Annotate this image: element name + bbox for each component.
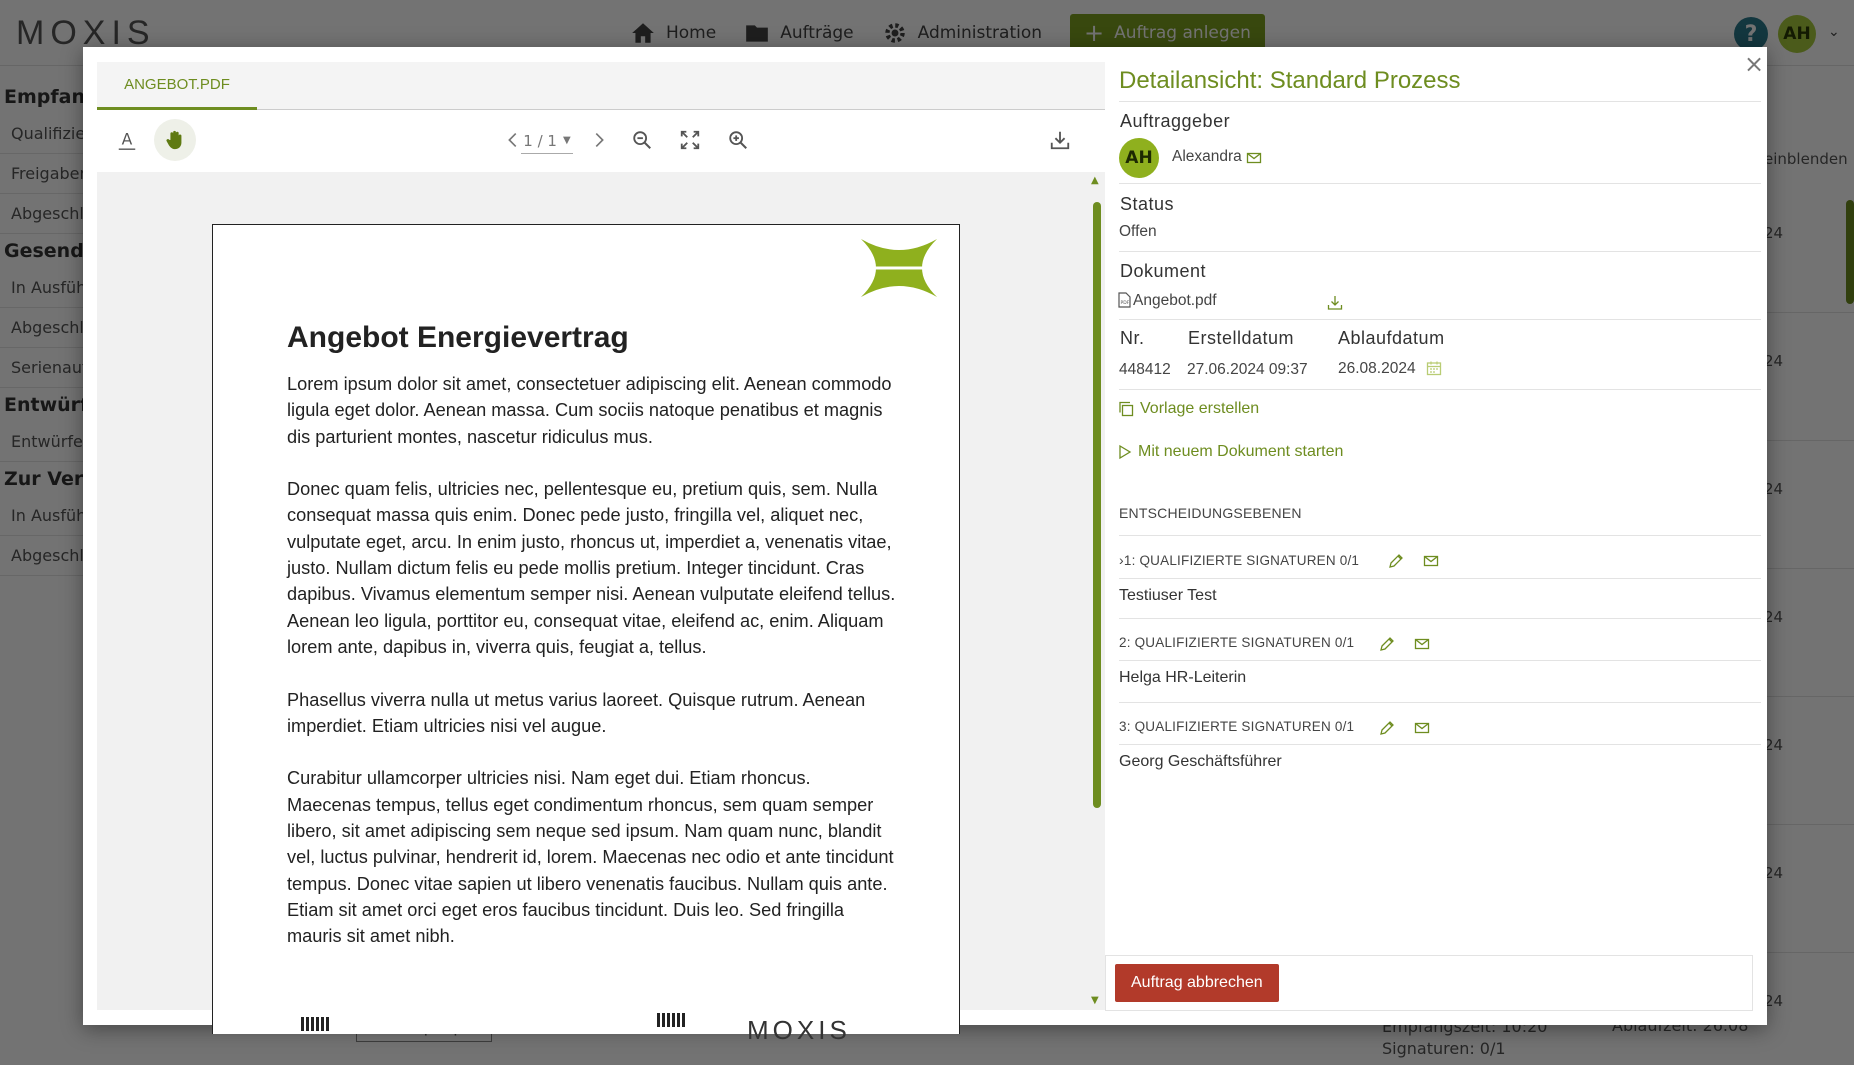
divider <box>1119 744 1761 745</box>
details-panel <box>1109 47 1759 1025</box>
details-footer <box>1105 955 1753 1011</box>
divider <box>1119 101 1761 102</box>
level-header[interactable] <box>1119 552 1359 568</box>
qr-code-icon <box>301 1017 329 1031</box>
svg-text:A: A <box>121 130 133 149</box>
play-icon <box>1118 444 1132 460</box>
page-indicator: 1 / 1 <box>523 131 557 150</box>
signer-name: Helga HR-Leiterin <box>1119 669 1247 686</box>
document-title: Angebot Energievertrag <box>287 321 629 354</box>
details-title: Detailansicht: Standard Prozess <box>1119 67 1461 94</box>
svg-text:PDF: PDF <box>1120 301 1130 306</box>
pdf-page <box>212 224 960 1045</box>
level-header[interactable]: 2: QUALIFIZIERTE SIGNATUREN 0/1 <box>1119 635 1355 650</box>
level-header[interactable]: 3: QUALIFIZIERTE SIGNATUREN 0/1 <box>1119 719 1355 734</box>
cancel-order-button[interactable]: Auftrag abbrechen <box>1115 964 1279 1002</box>
fullscreen-icon[interactable] <box>674 124 706 156</box>
divider <box>1119 183 1761 184</box>
download-icon[interactable] <box>1044 124 1076 156</box>
pdf-viewer <box>97 62 1105 1045</box>
document-link[interactable]: Angebot.pdf <box>1133 292 1217 309</box>
document-paragraph: Phasellus viverra nulla ut metus varius laoreet. Quisque rutrum. Aenean imperdiet. Etiam ultricies nisi vel augue. <box>287 689 866 736</box>
created-value: 27.06.2024 09:37 <box>1187 361 1308 378</box>
scroll-up-icon[interactable]: ▲ <box>1091 175 1099 186</box>
created-label: Erstelldatum <box>1188 328 1295 348</box>
moxis-x-logo <box>861 239 937 297</box>
pencil-icon[interactable] <box>1388 553 1404 569</box>
envelope-icon[interactable] <box>1414 636 1430 652</box>
nr-label: Nr. <box>1120 328 1145 348</box>
create-template-link[interactable] <box>1118 400 1259 418</box>
create-template-label: Vorlage erstellen <box>1140 400 1260 417</box>
calendar-icon[interactable] <box>1426 360 1442 376</box>
pencil-icon[interactable] <box>1379 636 1395 652</box>
envelope-icon[interactable] <box>1414 720 1430 736</box>
order-detail-modal <box>83 47 1767 1045</box>
decision-levels-heading: ENTSCHEIDUNGSEBENEN <box>1119 505 1302 521</box>
hand-tool-icon[interactable] <box>154 119 196 161</box>
divider <box>1119 251 1761 252</box>
divider <box>1119 319 1761 320</box>
text-select-icon[interactable] <box>111 124 143 156</box>
restart-label: Mit neuem Dokument starten <box>1138 443 1344 460</box>
tab-angebot-pdf[interactable]: ANGEBOT.PDF <box>97 62 257 110</box>
document-paragraph: Donec quam felis, ultricies nec, pellentesque eu, pretium quis, sem. Nulla consequat massa quis enim. Donec pede justo, fringilla vel, aliquet nec, vulputate eget, arcu. In enim justo, rhoncus ut, imperdiet a, venenatis vitae, justo. Nullam dictum felis eu pede mollis pretium. Integer tincidunt. Cras dapibus. Vivamus elementum semper nisi. Aenean vulputate eleifend tellus. Aenean leo ligula, porttitor eu, consequat vitae, eleifend ac, enim. Aliquam lorem ante, dapibus in, viverra quis, feugiat a, tellus. <box>287 479 896 657</box>
status-value: Offen <box>1119 223 1157 240</box>
pdf-file-icon <box>1118 292 1131 308</box>
close-icon[interactable]: × <box>1743 50 1765 78</box>
client-label: Auftraggeber <box>1120 111 1231 131</box>
qr-code-icon <box>657 1013 685 1027</box>
viewer-scrollbar[interactable] <box>1093 202 1101 808</box>
envelope-icon[interactable] <box>1423 553 1439 569</box>
client-avatar: AH <box>1119 138 1159 178</box>
viewer-toolbar <box>97 110 1105 172</box>
divider <box>1119 389 1761 390</box>
signer-name: Georg Geschäftsführer <box>1119 753 1282 770</box>
caret-down-icon: ▼ <box>562 135 571 146</box>
footer-logo: MOXIS <box>747 1015 851 1045</box>
document-body <box>287 371 897 976</box>
divider <box>1119 535 1761 536</box>
pencil-icon[interactable] <box>1379 720 1395 736</box>
document-label: Dokument <box>1120 261 1207 281</box>
divider <box>1119 578 1761 579</box>
status-label: Status <box>1120 194 1175 214</box>
download-icon[interactable] <box>1327 295 1343 311</box>
divider <box>1119 618 1761 619</box>
chevron-right-icon[interactable] <box>583 124 615 156</box>
page-selector[interactable] <box>521 128 573 154</box>
client-name: Alexandra <box>1172 148 1242 165</box>
expiry-value: 26.08.2024 <box>1338 360 1416 377</box>
chevron-right-icon: › <box>1119 552 1124 568</box>
divider <box>1119 660 1761 661</box>
divider <box>1119 702 1761 703</box>
document-paragraph: Lorem ipsum dolor sit amet, consectetuer adipiscing elit. Aenean commodo ligula eget dolor. Aenean massa. Cum sociis natoque penatibus et magnis dis parturient montes, nascetur ridiculus mus. <box>287 374 892 447</box>
document-paragraph: Curabitur ullamcorper ultricies nisi. Nam eget dui. Etiam rhoncus. Maecenas tempus, tellus eget condimentum rhoncus, sem quam semper libero, sit amet adipiscing sem neque sed ipsum. Nam quam nunc, blandit vel, luctus pulvinar, hendrerit id, lorem. Maecenas nec odio et ante tincidunt tempus. Donec vitae sapien ut libero venenatis faucibus. Nullam quis ante. Etiam sit amet orci eget eros faucibus tincidunt. Duis leo. Sed fringilla mauris sit amet nibh. <box>287 768 894 947</box>
level-title: 1: QUALIFIZIERTE SIGNATUREN 0/1 <box>1123 553 1360 568</box>
expiry-label: Ablaufdatum <box>1338 328 1445 348</box>
nr-value: 448412 <box>1119 361 1171 378</box>
document-tabs <box>97 62 1105 110</box>
zoom-in-icon[interactable] <box>722 124 754 156</box>
restart-with-new-document-link[interactable] <box>1118 443 1343 461</box>
scroll-down-icon[interactable]: ▼ <box>1091 995 1099 1006</box>
zoom-out-icon[interactable] <box>626 124 658 156</box>
signer-name: Testiuser Test <box>1119 587 1217 604</box>
copy-icon <box>1118 401 1134 417</box>
envelope-icon[interactable] <box>1246 150 1262 166</box>
